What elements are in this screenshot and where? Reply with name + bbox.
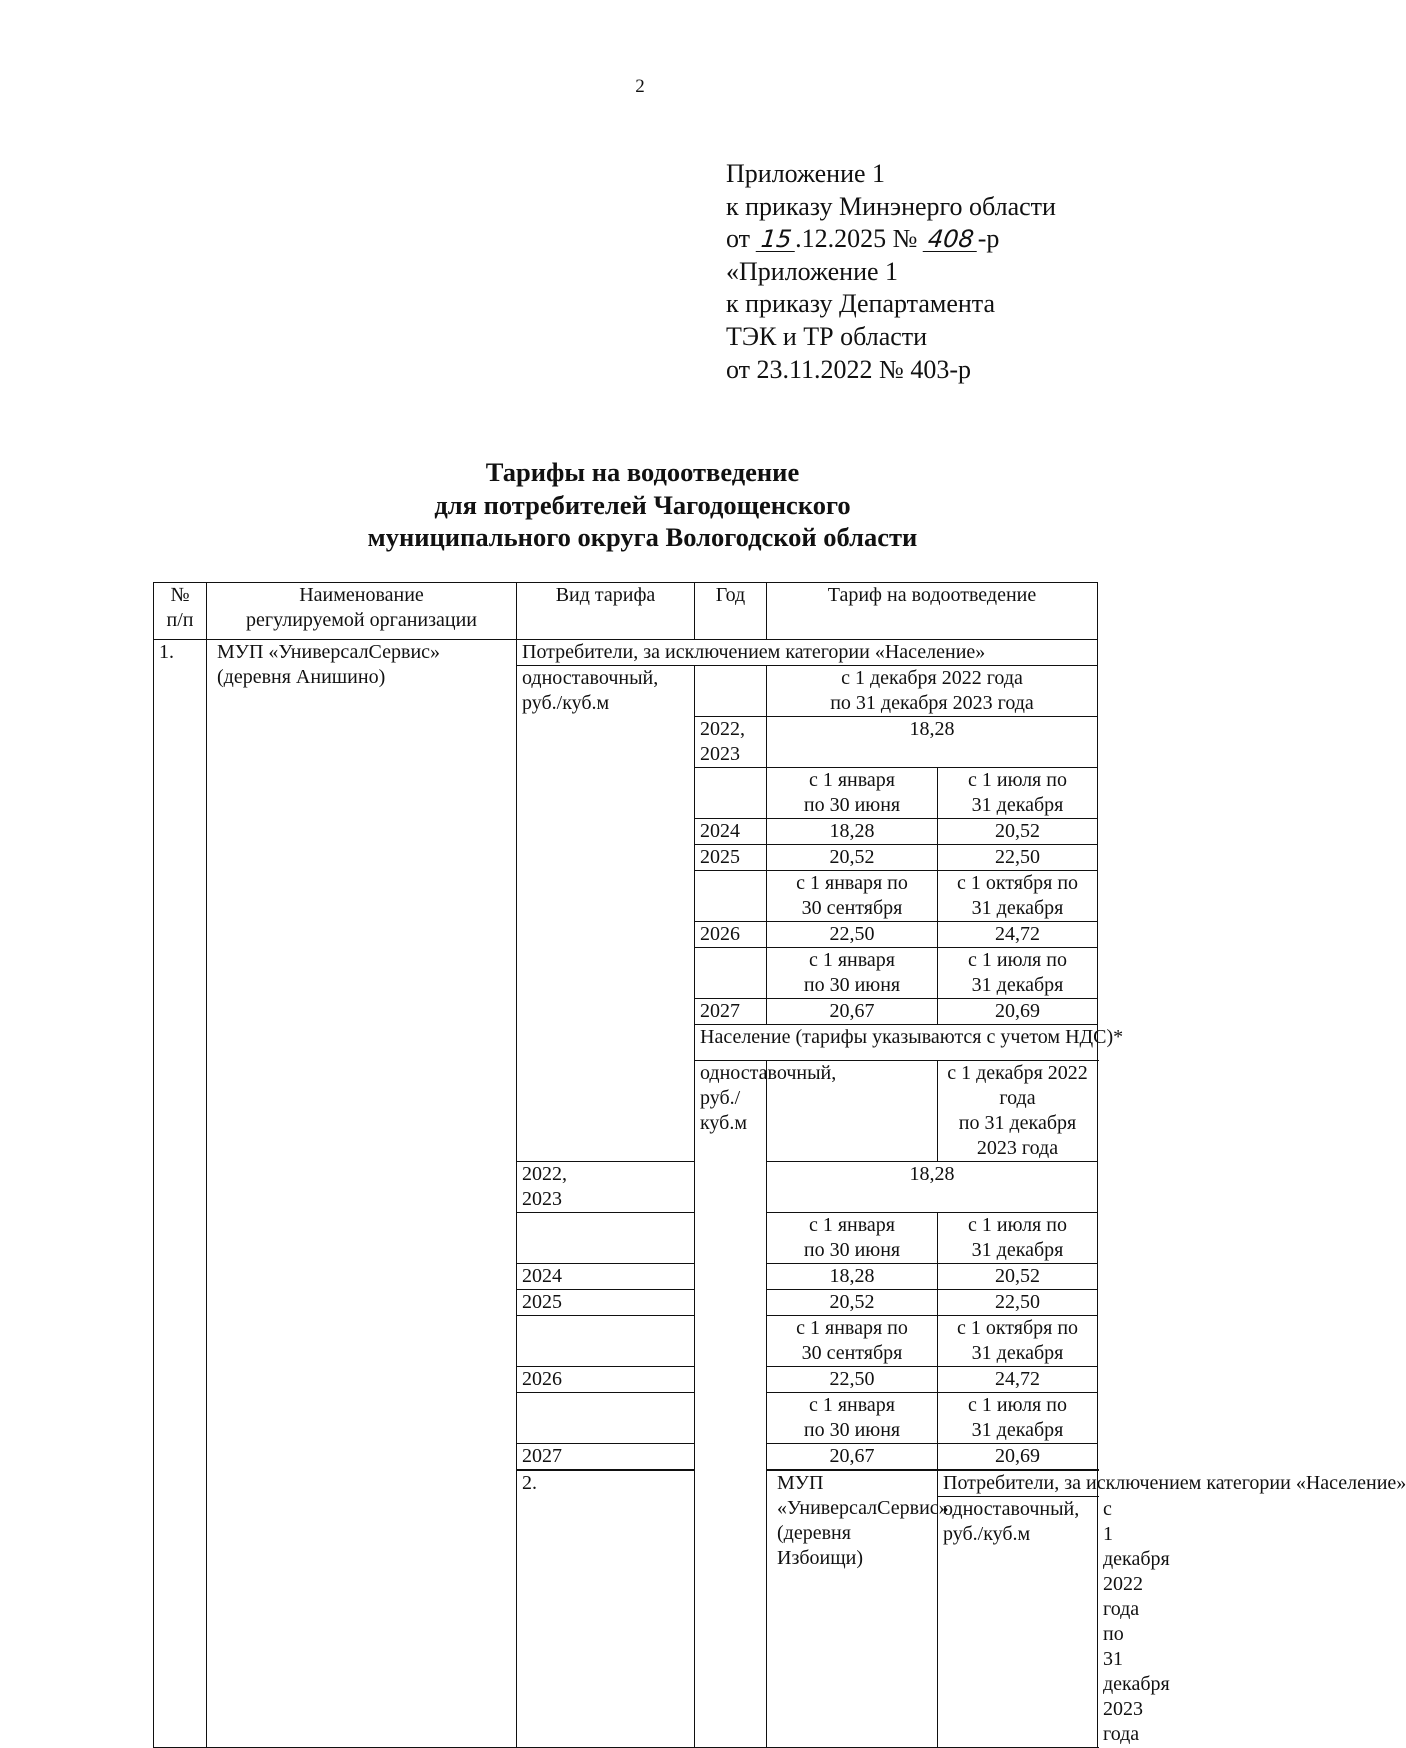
tariff-value: 18,28 <box>767 717 1098 768</box>
table-row <box>154 640 1098 666</box>
period-cell: с 1 декабря 2022 года по 31 декабря 2023 года <box>938 1061 1098 1162</box>
tariff-value: 20,52 <box>938 1264 1098 1290</box>
org-number: 1. <box>154 640 207 1748</box>
handwritten-day: 15 <box>755 227 796 252</box>
year-cell <box>517 1393 695 1444</box>
handwritten-number: 408 <box>923 227 979 252</box>
period-cell: с 1 января по 30 сентября <box>767 871 938 922</box>
appendix-text: от <box>726 224 751 254</box>
year-cell <box>695 871 767 922</box>
year-cell <box>695 666 767 717</box>
tariff-value: 20,67 <box>767 1444 938 1471</box>
tariff-value: 18,28 <box>767 1162 1098 1213</box>
year-cell: 2027 <box>695 999 767 1025</box>
period-cell: с 1 января по 30 июня <box>767 768 938 819</box>
tariff-kind: одноставочный, руб./куб.м <box>695 1061 767 1748</box>
tariff-value: 22,50 <box>938 1290 1098 1316</box>
year-cell: 2025 <box>517 1290 695 1316</box>
year-cell: 2024 <box>517 1264 695 1290</box>
tariff-value: 24,72 <box>938 1367 1098 1393</box>
year-cell: 2022, 2023 <box>517 1162 695 1213</box>
period-cell: с 1 января по 30 июня <box>767 1393 938 1444</box>
tariff-value: 18,28 <box>767 1264 938 1290</box>
period-cell: с 1 июля по 31 декабря <box>938 1213 1098 1264</box>
tariff-value: 20,69 <box>938 1444 1098 1471</box>
tariff-value: 24,72 <box>938 922 1098 948</box>
title-line: муниципального округа Вологодской области <box>367 522 918 552</box>
period-cell: с 1 декабря 2022 года по 31 декабря 2023 года <box>767 666 1098 717</box>
org-number: 2. <box>517 1470 695 1748</box>
year-cell: 2025 <box>695 845 767 871</box>
table-header-row <box>154 583 1098 640</box>
appendix-line: ТЭК и ТР области <box>726 321 928 351</box>
period-cell: с 1 октября по 31 декабря <box>938 1316 1098 1367</box>
year-cell: 2027 <box>517 1444 695 1471</box>
period-cell: с 1 июля по 31 декабря <box>938 768 1098 819</box>
document-title <box>0 456 1285 554</box>
tariff-value: 20,67 <box>767 999 938 1025</box>
period-cell: с 1 октября по 31 декабря <box>938 871 1098 922</box>
period-cell: с 1 января по 30 июня <box>767 1213 938 1264</box>
year-cell: 2026 <box>517 1367 695 1393</box>
category-label: Потребители, за исключением категории «Население» <box>517 640 1098 666</box>
tariff-value: 22,50 <box>767 922 938 948</box>
year-cell: 2022, 2023 <box>695 717 767 768</box>
appendix-line: к приказу Департамента <box>726 289 996 319</box>
tariff-kind: одноставочный, руб./куб.м <box>938 1497 1098 1748</box>
year-cell <box>695 768 767 819</box>
period-cell: с 1 января по 30 июня <box>767 948 938 999</box>
appendix-text: -р <box>977 224 1000 254</box>
year-cell <box>517 1213 695 1264</box>
appendix-text: .12.2025 № <box>795 224 918 254</box>
tariff-table <box>153 582 1406 1748</box>
appendix-line: «Приложение 1 <box>726 256 899 286</box>
title-line: Тарифы на водоотведение <box>485 457 800 487</box>
appendix-order-date <box>726 223 1056 256</box>
year-cell: 2024 <box>695 819 767 845</box>
org-name: МУП «УниверсалСервис» (деревня Анишино) <box>207 640 517 1748</box>
tariff-value: 20,52 <box>767 845 938 871</box>
tariff-kind: одноставочный, руб./куб.м <box>517 666 695 1162</box>
appendix-block <box>726 158 1056 386</box>
tariff-value: 18,28 <box>767 819 938 845</box>
year-cell <box>695 948 767 999</box>
tariff-value: 20,52 <box>938 819 1098 845</box>
appendix-line: от 23.11.2022 № 403-р <box>726 354 972 384</box>
page-number: 2 <box>635 76 645 97</box>
period-cell: с 1 июля по 31 декабря <box>938 948 1098 999</box>
tariff-value: 22,50 <box>938 845 1098 871</box>
tariff-value: 20,69 <box>938 999 1098 1025</box>
tariff-value: 22,50 <box>767 1367 938 1393</box>
appendix-line: к приказу Минэнерго области <box>726 191 1056 221</box>
tariff-value: 20,52 <box>767 1290 938 1316</box>
org-name: МУП «УниверсалСервис» (деревня Избоищи) <box>767 1470 938 1748</box>
period-cell: с 1 января по 30 сентября <box>767 1316 938 1367</box>
year-cell: 2026 <box>695 922 767 948</box>
period-cell: с 1 июля по 31 декабря <box>938 1393 1098 1444</box>
category-label: Население (тарифы указываются с учетом НДС)* <box>695 1025 1098 1061</box>
appendix-line: Приложение 1 <box>726 159 886 188</box>
table-row: одноставочный, руб./куб.м с 1 декабря 2022 года по 31 декабря 2023 года <box>154 1497 1098 1748</box>
header-num: № п/п <box>154 583 207 640</box>
header-year: Год <box>695 583 767 640</box>
header-kind: Вид тарифа <box>517 583 695 640</box>
header-org: Наименование регулируемой организации <box>207 583 517 640</box>
header-tariff: Тариф на водоотведение <box>767 583 1098 640</box>
title-line: для потребителей Чагодощенского <box>434 489 851 520</box>
category-label: Потребители, за исключением категории «Население» <box>938 1470 1098 1497</box>
year-cell <box>517 1316 695 1367</box>
